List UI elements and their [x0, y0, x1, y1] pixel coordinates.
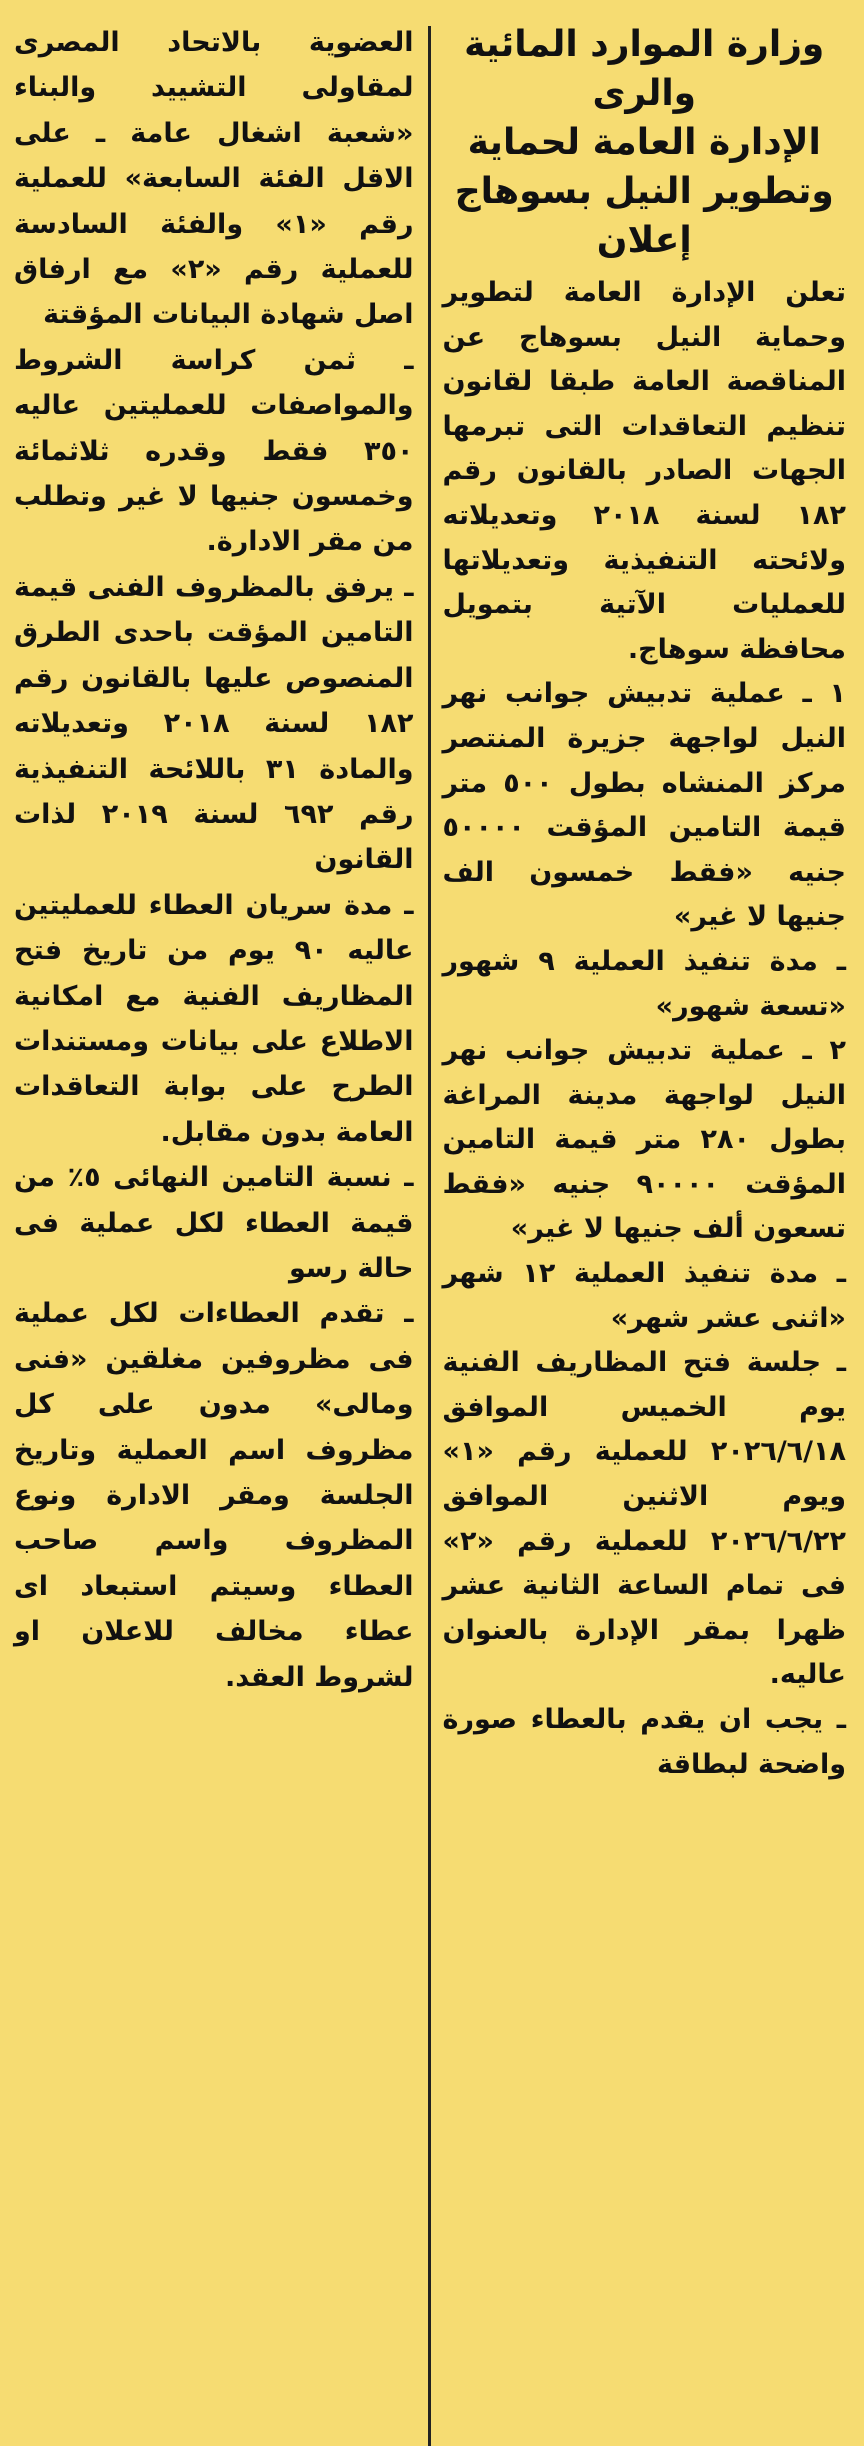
paragraph: ـ يجب ان يقدم بالعطاء صورة واضحة لبطاقة [442, 1704, 846, 1780]
paragraph: ـ تقدم العطاءات لكل عملية فى مظروفين مغلقين «فنى ومالى» مدون على كل مظروف اسم العملية وتاريخ الجلسة ومقر الادارة ونوع المظروف واسم صاحب العطاء وسيتم استبعاد اى عطاء مخالف للاعلان او لشروط العقد. [14, 1298, 414, 1693]
paragraph: ٢ ـ عملية تدبيش جوانب نهر النيل لواجهة مدينة المراغة بطول ٢٨٠ متر قيمة التامين المؤقت ٩٠٠٠٠ جنيه «فقط تسعون ألف جنيها لا غير» [442, 1035, 846, 1245]
header-line: وتطوير النيل بسوهاج [454, 171, 834, 212]
announcement-header [443, 20, 847, 265]
header-line: الإدارة العامة لحماية [467, 122, 821, 163]
header-line: إعلان [596, 220, 692, 261]
right-column [431, 20, 847, 2440]
paragraph: ـ مدة تنفيذ العملية ١٢ شهر «اثنى عشر شهر» [442, 1258, 846, 1334]
left-column-body [14, 20, 414, 1700]
paragraph: ـ جلسة فتح المظاريف الفنية يوم الخميس الموافق ٢٠٢٦/٦/١٨ للعملية رقم «١» ويوم الاثنين الموافق ٢٠٢٦/٦/٢٢ للعملية رقم «٢» فى تمام الساعة الثانية عشر ظهرا بمقر الإدارة بالعنوان عاليه. [442, 1347, 846, 1691]
header-line: وزارة الموارد المائية والرى [464, 24, 825, 114]
paragraph: ـ مدة تنفيذ العملية ٩ شهور «تسعة شهور» [442, 945, 846, 1022]
paragraph: ـ مدة سريان العطاء للعمليتين عاليه ٩٠ يوم من تاريخ فتح المظاريف الفنية مع امكانية الاطلاع على بيانات ومستندات الطرح على بوابة التعاقدات العامة بدون مقابل. [14, 889, 414, 1148]
paragraph: ـ يرفق بالمظروف الفنى قيمة التامين المؤقت باحدى الطرق المنصوص عليها بالقانون رقم ١٨٢ لسنة ٢٠١٨ وتعديلاته والمادة ٣١ باللائحة التنفيذية رقم ٦٩٢ لسنة ٢٠١٩ لذات القانون [14, 571, 414, 876]
paragraph: ١ ـ عملية تدبيش جوانب نهر النيل لواجهة جزيرة المنتصر مركز المنشاه بطول ٥٠٠ متر قيمة التامين المؤقت ٥٠٠٠٠ جنيه «فقط خمسون الف جنيها لا غير» [442, 678, 847, 933]
paragraph: ـ نسبة التامين النهائى ٥٪ من قيمة العطاء لكل عملية فى حالة رسو [14, 1162, 414, 1284]
left-column [14, 20, 428, 2440]
paragraph: تعلن الإدارة العامة لتطوير وحماية النيل بسوهاج عن المناقصة العامة طبقا لقانون تنظيم التعاقدات التى تبرمها الجهات الصادر بالقانون رقم ١٨٢ لسنة ٢٠١٨ وتعديلاته ولائحته التنفيذية وتعديلاتها للعمليات الآتية بتمويل محافظة سوهاج. [442, 277, 847, 665]
paragraph: ـ ثمن كراسة الشروط والمواصفات للعمليتين عاليه ٣٥٠ فقط وقدره ثلاثمائة وخمسون جنيها لا غير وتطلب من مقر الادارة. [14, 344, 414, 558]
paragraph: العضوية بالاتحاد المصرى لمقاولى التشييد والبناء «شعبة اشغال عامة ـ على الاقل الفئة السابعة» للعملية رقم «١» والفئة السادسة للعملية رقم «٢» مع ارفاق اصل شهادة البيانات المؤقتة [14, 27, 414, 331]
right-column-body [443, 271, 847, 1787]
column-divider [428, 26, 431, 2446]
